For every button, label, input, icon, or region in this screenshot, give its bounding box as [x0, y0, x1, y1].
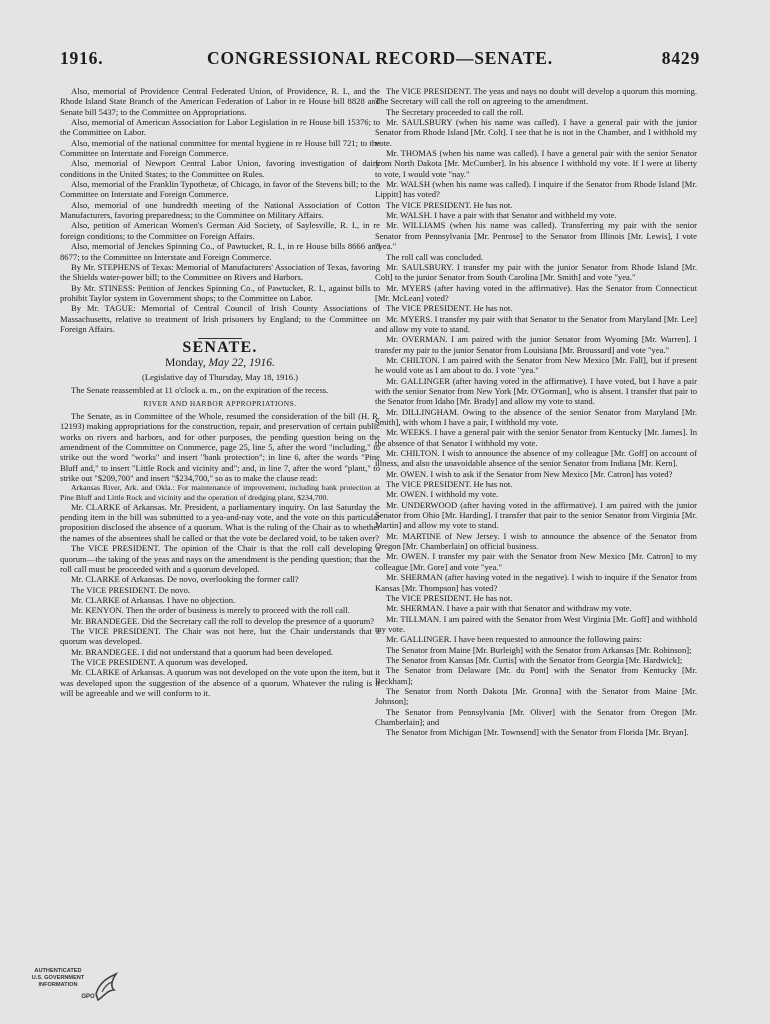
- roll-call-paragraph: Mr. OWEN. I withhold my vote.: [386, 489, 499, 500]
- legislative-day: (Legislative day of Thursday, May 18, 1916.): [141, 371, 299, 382]
- debate-paragraphs: [60, 411, 380, 483]
- debate-paragraph: Mr. KENYON. Then the order of business is merely to proceed with the roll call.: [71, 605, 350, 616]
- debate-paragraphs-continued: [60, 502, 380, 699]
- roll-call-paragraph: The Senator from Pennsylvania [Mr. Oliver] with the Senator from Oregon [Mr. Chamberlain]; and: [375, 706, 697, 727]
- roll-call-paragraph: Mr. OWEN. I transfer my pair with the Senator from New Mexico [Mr. Catron] to my colleague [Mr. Gore] and vote "yea.": [375, 551, 697, 572]
- roll-call-paragraph: The VICE PRESIDENT. He has not.: [386, 199, 513, 210]
- right-column: [375, 86, 697, 966]
- roll-call-paragraph: The VICE PRESIDENT. The yeas and nays no doubt will develop a quorum this morning. The Secretary will call the roll on agreeing to the amendment.: [375, 86, 697, 107]
- roll-call-paragraph: Mr. OWEN. I wish to ask if the Senator from New Mexico [Mr. Catron] has voted?: [386, 468, 673, 479]
- roll-call-paragraph: Mr. MARTINE of New Jersey. I wish to announce the absence of the Senator from Oregon [Mr. Chamberlain] on official business.: [375, 530, 697, 552]
- seal-text-4: GPO: [81, 994, 95, 1000]
- roll-call-paragraph: Mr. WALSH. I have a pair with that Senator and withheld my vote.: [386, 210, 617, 221]
- eagle-seal-icon: [92, 970, 120, 1004]
- seal-text-1: AUTHENTICATED: [34, 968, 82, 974]
- memorial-paragraph: Also, memorial of one hundredth meeting of the National Association of Cotton Manufacturers, favoring preparedness; to the Committee on Military Affairs.: [60, 199, 380, 221]
- roll-call-paragraph: The Senator from Delaware [Mr. du Pont] with the Senator from Kentucky [Mr. Beckham];: [375, 665, 697, 686]
- roll-call-paragraph: The VICE PRESIDENT. He has not.: [386, 479, 513, 490]
- debate-paragraph: Mr. CLARKE of Arkansas. A quorum was not developed on the vote upon the item, but it was developed upon the suggestion of the absence of a quorum. Whatever the ruling is it will be agreeable and we will conform to it.: [60, 667, 380, 698]
- debate-paragraph: Mr. CLARKE of Arkansas. Mr. President, a parliamentary inquiry. On last Saturday the pending item in the bill was submitted to a yea-and-nay vote, and the vote on this particular proposition disclosed the absence of a quorum. What is the ruling of the Chair as to whether the names of the absentees shall be called or that the vote be declared void, to be taken over?: [60, 501, 380, 543]
- seal-text-3: INFORMATION: [38, 982, 78, 988]
- memorial-paragraph: By Mr. STINESS: Petition of Jenckes Spinning Co., of Pawtucket, R. I., against bills to prohibit Taylor system in Government shops; to the Committee on Labor.: [60, 282, 380, 303]
- roll-call-paragraph: Mr. GALLINGER. I have been requested to announce the following pairs:: [386, 634, 642, 645]
- memorial-paragraph: By Mr. TAGUE: Memorial of Central Council of Irish County Associations of Massachusetts, relative to treatment of Irish prisoners by England; to the Committee on Foreign Affairs.: [60, 303, 380, 334]
- reassembled-paragraph: The Senate reassembled at 11 o'clock a. m., on the expiration of the recess.: [71, 385, 329, 396]
- roll-call-paragraph: Mr. UNDERWOOD (after having voted in the affirmative). I am paired with the junior Senator from Ohio [Mr. Harding]. I transfer that pair to the senior Senator from Virginia [Mr. Martin] and allow my vote to stand.: [375, 499, 697, 531]
- roll-call-paragraph: Mr. TILLMAN. I am paired with the Senator from West Virginia [Mr. Goff] and withhold my vote.: [375, 613, 697, 634]
- roll-call-paragraph: Mr. WILLIAMS (when his name was called). Transferring my pair with the senior Senator from Pennsylvania [Mr. Penrose] to the Senator from Illinois [Mr. Lewis], I vote "yea.": [375, 220, 697, 252]
- date-prefix: Monday,: [165, 356, 206, 369]
- roll-call-paragraph: Mr. WALSH (when his name was called). I inquire if the Senator from Rhode Island [Mr. Lippitt] has voted?: [375, 179, 697, 200]
- debate-paragraph: Mr. BRANDEGEE. Did the Secretary call the roll to develop the presence of a quorum?: [71, 615, 375, 626]
- roll-call-paragraph: The Senator from Michigan [Mr. Townsend] with the Senator from Florida [Mr. Bryan].: [386, 727, 689, 738]
- roll-call-paragraph: The VICE PRESIDENT. He has not.: [386, 592, 513, 603]
- roll-call-paragraph: The Senator from Maine [Mr. Burleigh] with the Senator from Arkansas [Mr. Robinson];: [386, 644, 692, 655]
- memorial-paragraph: Also, memorial of Providence Central Federated Union, of Providence, R. I., and the Rhode Island State Branch of the American Federation of Labor in re House bill 8828 and Senate bill 5437; to the Committee on Appropriations.: [60, 86, 380, 117]
- memorial-paragraph: Also, memorial of Newport Central Labor Union, favoring investigation of dairy conditions in the United States; to the Committee on Rules.: [60, 158, 380, 179]
- memorial-paragraph: Also, petition of American Women's German Aid Society, of Saylesville, R. I., in re foreign conditions; to the Committee on Foreign Affairs.: [60, 220, 380, 241]
- roll-call-paragraph: Mr. SAULSBURY. I transfer my pair with the junior Senator from Rhode Island [Mr. Colt] to the junior Senator from South Carolina [Mr. Smith] and vote "yea.": [375, 261, 697, 283]
- roll-call-paragraph: The roll call was concluded.: [386, 251, 484, 262]
- roll-call-paragraph: Mr. MYERS. I transfer my pair with that Senator to the Senator from Maryland [Mr. Lee] and allow my vote to stand.: [375, 313, 697, 334]
- roll-call-paragraph: The VICE PRESIDENT. He has not.: [386, 303, 513, 314]
- section-heading: RIVER AND HARBOR APPROPRIATIONS.: [143, 398, 297, 408]
- roll-call-paragraph: Mr. CHILTON. I am paired with the Senator from New Mexico [Mr. Fall], but if present he would vote as I am about to do. I vote "yea.": [375, 354, 697, 376]
- roll-call-paragraph: Mr. DILLINGHAM. Owing to the absence of the senior Senator from Maryland [Mr. Smith], with whom I have a pair, I withhold my vote.: [375, 406, 697, 427]
- left-column: [60, 86, 380, 966]
- session-date: [60, 358, 380, 368]
- roll-call-paragraph: Mr. CHILTON. I wish to announce the absence of my colleague [Mr. Goff] on account of illness, and also the unavoidable absence of the senior Senator from Indiana [Mr. Kern].: [375, 448, 697, 469]
- header-year: 1916.: [60, 48, 104, 68]
- date-main: May 22, 1916.: [208, 356, 275, 369]
- memorial-paragraph: Also, memorial of the national committee for mental hygiene in re House bill 721; to the Committee on Interstate and Foreign Commerce.: [60, 137, 380, 159]
- debate-paragraph: The VICE PRESIDENT. The Chair was not here, but the Chair understands that a quorum was developed.: [60, 625, 380, 647]
- roll-call-paragraph: Mr. THOMAS (when his name was called). I have a general pair with the senior Senator from North Dakota [Mr. McCumber]. In his absence I withhold my vote. If I were at liberty to vote, I would vote "nay.": [375, 148, 697, 179]
- roll-call-paragraph: Mr. WEEKS. I have a general pair with the senior Senator from Kentucky [Mr. James]. In the absence of that Senator I withhold my vote.: [375, 427, 697, 448]
- amendment-text: Arkansas River, Ark. and Okla.: For maintenance of improvement, including bank protection at Pine Bluff and Little Rock and vicinity and the operation of dredging plant, $234,700.: [60, 483, 380, 502]
- debate-paragraph: The VICE PRESIDENT. De novo.: [71, 584, 191, 595]
- memorial-paragraph: Also, memorial of Jenckes Spinning Co., of Pawtucket, R. I., in re House bills 8666 and 8677; to the Committee on Interstate and Foreign Commerce.: [60, 241, 380, 262]
- page-header: [60, 48, 700, 78]
- roll-call-paragraph: Mr. GALLINGER (after having voted in the affirmative). I have voted, but I have a pair with the senior Senator from New York [Mr. O'Gorman], who is absent. I transfer that pair to the Senator from Idaho [Mr. Brady] and allow my vote to stand.: [375, 375, 697, 407]
- debate-paragraph: Mr. BRANDEGEE. I did not understand that a quorum had been developed.: [71, 646, 334, 657]
- senate-heading: SENATE.: [182, 339, 258, 357]
- memorials-list: [60, 86, 380, 334]
- roll-call-paragraph: Mr. MYERS (after having voted in the affirmative). Has the Senator from Connecticut [Mr. McLean] voted?: [375, 282, 697, 303]
- roll-call-paragraph: Mr. OVERMAN. I am paired with the junior Senator from Wyoming [Mr. Warren]. I transfer my pair to the junior Senator from Louisiana [Mr. Broussard] and vote "yea.": [375, 334, 697, 355]
- roll-call-paragraph: The Senator from Kansas [Mr. Curtis] with the Senator from Georgia [Mr. Hardwick];: [386, 654, 683, 665]
- gpo-authentication-seal: [22, 968, 122, 1012]
- roll-call-paragraphs: [375, 86, 697, 738]
- debate-paragraph: The VICE PRESIDENT. The opinion of the Chair is that the roll call developing a quorum—the taking of the yeas and nays on the amendment is the pending question; that the roll call must be proceeded with and a quorum developed.: [60, 543, 380, 574]
- seal-text-2: U.S. GOVERNMENT: [31, 975, 85, 981]
- header-page-number: 8429: [661, 48, 700, 68]
- debate-paragraph: The Senate, as in Committee of the Whole, resumed the consideration of the bill (H. R. 12193) making appropriations for the construction, repair, and preservation of certain public works on rivers and harbors, and for other purposes, the pending question being on the amendment of the Committee on Commerce, page 25, line 5, after the word "including," to strike out the word "works" and insert "bank protection"; in line 6, after the words "Pine Bluff and," to insert "Little Rock and vicinity and"; and, in line 7, after the word "plant," to strike out "$209,700" and insert "$234,700," so as to make the clause read:: [60, 410, 380, 484]
- debate-paragraph: Mr. CLARKE of Arkansas. I have no objection.: [71, 594, 236, 605]
- roll-call-paragraph: Mr. SHERMAN (after having voted in the negative). I wish to inquire if the Senator from Kansas [Mr. Thompson] has voted?: [375, 572, 697, 593]
- debate-paragraph: The VICE PRESIDENT. A quorum was developed.: [71, 656, 248, 667]
- memorial-paragraph: Also, memorial of American Association for Labor Legislation in re House bill 15376; to the Committee on Labor.: [60, 117, 380, 138]
- memorial-paragraph: By Mr. STEPHENS of Texas: Memorial of Manufacturers' Association of Texas, favoring the Shields water-power bill; to the Committee on Rivers and Harbors.: [60, 261, 380, 283]
- header-title: CONGRESSIONAL RECORD—SENATE.: [207, 48, 553, 68]
- roll-call-paragraph: Mr. SAULSBURY (when his name was called). I have a general pair with the junior Senator from Rhode Island [Mr. Colt]. I see that he is not in the Chamber, and I withhold my vote.: [375, 117, 697, 148]
- roll-call-paragraph: The Secretary proceeded to call the roll.: [386, 106, 524, 117]
- roll-call-paragraph: The Senator from North Dakota [Mr. Gronna] with the Senator from Maine [Mr. Johnson];: [375, 685, 697, 707]
- memorial-paragraph: Also, memorial of the Franklin Typothetæ, of Chicago, in favor of the Stevens bill; to the Committee on Interstate and Foreign Commerce.: [60, 179, 380, 200]
- roll-call-paragraph: Mr. SHERMAN. I have a pair with that Senator and withdraw my vote.: [386, 603, 632, 614]
- debate-paragraph: Mr. CLARKE of Arkansas. De novo, overlooking the former call?: [71, 574, 299, 585]
